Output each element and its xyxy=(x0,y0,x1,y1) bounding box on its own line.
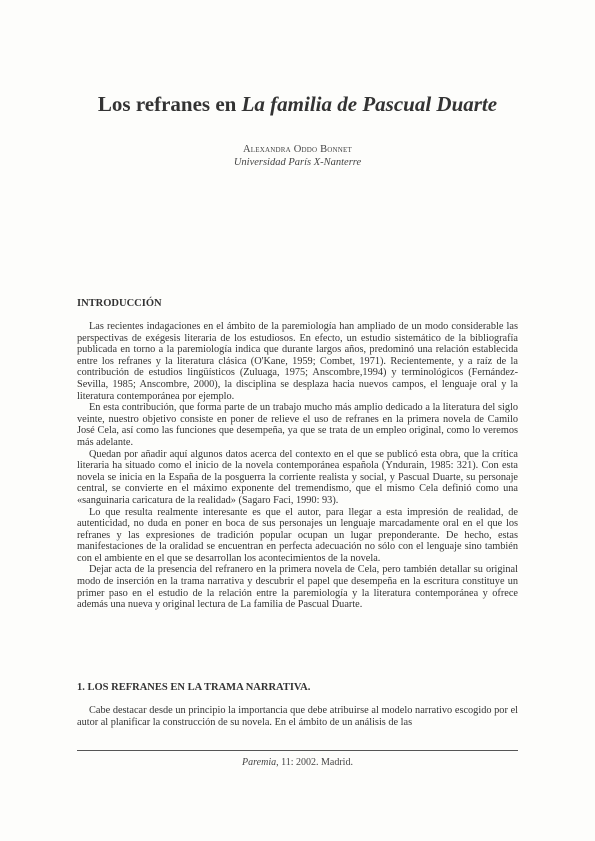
paragraph: Dejar acta de la presencia del refranero en la primera novela de Cela, pero también detallar su original modo de inserción en la trama narrativa y descubrir el papel que desempeña en la escritura constituye un primer paso en el estudio de la relación entre la paremiología y la literatura contemporánea y ofrece además una nueva y original lectura de La familia de Pascual Duarte. xyxy=(77,564,518,611)
journal-name: Paremia xyxy=(242,757,277,768)
paragraph: Cabe destacar desde un principio la importancia que debe atribuirse al modelo narrativo escogido por el autor al planificar la construcción de su novela. En el ámbito de un análisis de las xyxy=(77,705,518,728)
paragraph: Las recientes indagaciones en el ámbito de la paremiología han ampliado de un modo considerable las perspectivas de exégesis literaria de los estudiosos. En efecto, un estudio sistemático de la bibliografía publicada en torno a la paremiología indica que durante largos años, predominó una relación establecida entre los refranes y la literatura clásica (O'Kane, 1959; Combet, 1971). Recientemente, y a raíz de la contribución de estudios lingüísticos (Zuluaga, 1975; Anscombre,1994) y terminológicos (Fernández-Sevilla, 1985; Anscombre, 2000), la disciplina se desplaza hacia nuevos campos, el lenguaje oral y la literatura contemporánea por ejemplo. xyxy=(77,321,518,402)
article-title xyxy=(0,92,595,117)
title-italic: La familia de Pascual Duarte xyxy=(241,92,498,116)
paragraph: Lo que resulta realmente interesante es que el autor, para llegar a esta impresión de realidad, de autenticidad, no duda en poner en boca de sus personajes un lenguaje marcadamente oral en el que los refranes y las expresiones de tradición popular ocupan un lugar preponderante. De hecho, estas manifestaciones de la oralidad se encuentran en perfecta adecuación no sólo con el lenguaje sino también con el ambiente en el que se desarrollan los acontecimientos de la novela. xyxy=(77,506,518,564)
paragraph: En esta contribución, que forma parte de un trabajo mucho más amplio dedicado a la literatura del siglo veinte, nuestro objetivo consiste en poner de relieve el uso de refranes en la primera novela de Camilo José Cela, así como las funciones que desempeña, ya que se trata de un empleo original, como lo veremos más adelante. xyxy=(77,402,518,448)
section-body-refranes-trama xyxy=(77,705,518,728)
author-name: Alexandra Oddo Bonnet xyxy=(243,144,352,155)
section-body-introduccion xyxy=(77,321,518,611)
footer-rule xyxy=(77,750,518,751)
section-heading-introduccion: INTRODUCCIÓN xyxy=(77,298,162,309)
section-heading-refranes-trama: 1. LOS REFRANES EN LA TRAMA NARRATIVA. xyxy=(77,682,311,693)
paragraph: Quedan por añadir aquí algunos datos acerca del contexto en el que se publicó esta obra, que la crítica literaria ha situado como el inicio de la novela contemporánea española (Yndurain, 1985: 321). Con esta novela se inicia en la España de la posguerra la corriente realista y social, y Pascual Duarte, su personaje central, se convierte en el máximo exponente del tremendismo, que el mismo Cela definió como una «sanguinaria caricatura de la realidad» (Sagaro Faci, 1990: 93). xyxy=(77,448,518,506)
author-affiliation: Universidad París X-Nanterre xyxy=(233,157,362,168)
title-prefix: Los refranes en xyxy=(97,92,242,116)
journal-issue: , 11: 2002. Madrid. xyxy=(276,757,353,768)
page-footer xyxy=(0,757,595,768)
